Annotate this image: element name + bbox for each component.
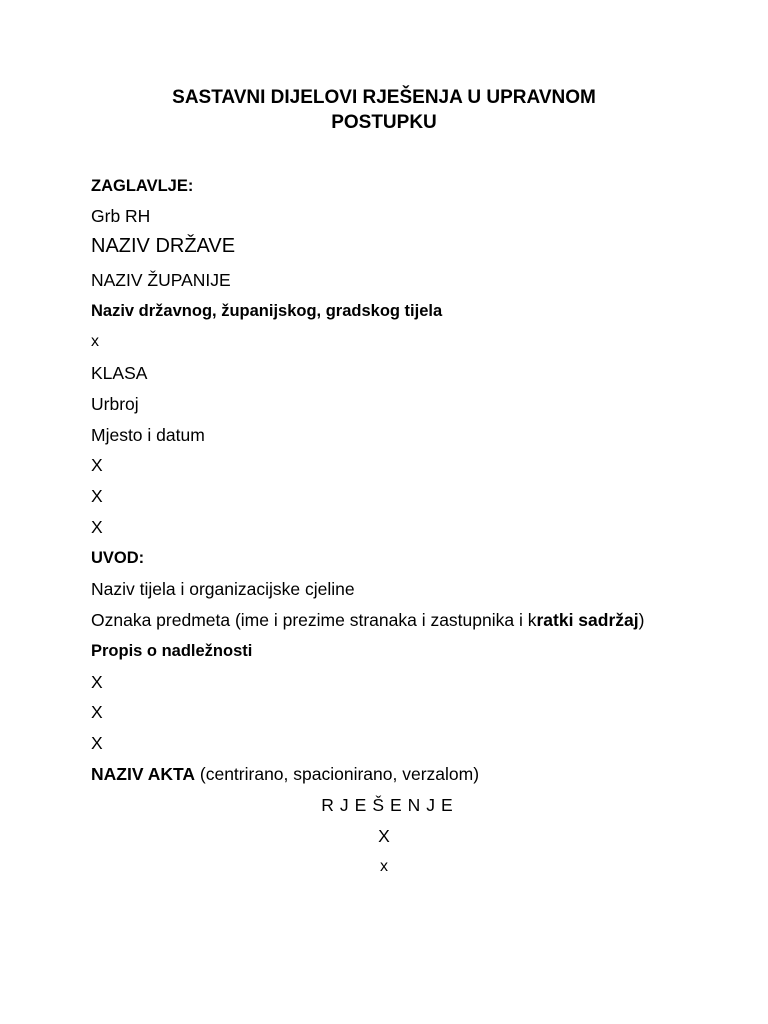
x-line-7: X (91, 733, 103, 753)
x-line-8: X (378, 826, 390, 846)
klasa-line: KLASA (91, 363, 148, 383)
oznaka-predmeta-prefix: Oznaka predmeta (ime i prezime stranaka i zastupnika i k (91, 610, 537, 630)
x-line-1: x (91, 333, 99, 350)
document-title-line1: SASTAVNI DIJELOVI RJEŠENJA U UPRAVNOM (172, 87, 596, 108)
naziv-akta-line (91, 763, 479, 785)
naziv-akta-rest: (centrirano, spacionirano, verzalom) (195, 764, 480, 784)
naziv-zupanije-line: NAZIV ŽUPANIJE (91, 270, 231, 290)
oznaka-predmeta-bold: ratki sadržaj (536, 610, 639, 630)
naziv-tijela-line: Naziv državnog, županijskog, gradskog tijela (91, 302, 443, 320)
x-line-9: x (380, 858, 388, 875)
x-line-6: X (91, 702, 103, 722)
grb-line: Grb RH (91, 206, 151, 226)
oznaka-predmeta-line (91, 609, 644, 631)
oznaka-predmeta-suffix: ) (638, 610, 645, 630)
propis-line: Propis o nadležnosti (91, 642, 253, 660)
naziv-tijela-org-line: Naziv tijela i organizacijske cjeline (91, 579, 355, 599)
urbroj-line: Urbroj (91, 394, 139, 414)
x-line-5: X (91, 672, 103, 692)
zaglavlje-heading: ZAGLAVLJE: (91, 177, 194, 195)
x-line-2: X (91, 455, 103, 475)
naziv-drzave-line: NAZIV DRŽAVE (91, 235, 236, 257)
naziv-akta-bold: NAZIV AKTA (91, 764, 196, 784)
rjesenje-heading: RJEŠENJE (321, 795, 459, 815)
document-title-line2: POSTUPKU (331, 112, 437, 133)
x-line-3: X (91, 486, 103, 506)
mjesto-datum-line: Mjesto i datum (91, 425, 205, 445)
x-line-4: X (91, 517, 103, 537)
uvod-heading: UVOD: (91, 549, 145, 567)
